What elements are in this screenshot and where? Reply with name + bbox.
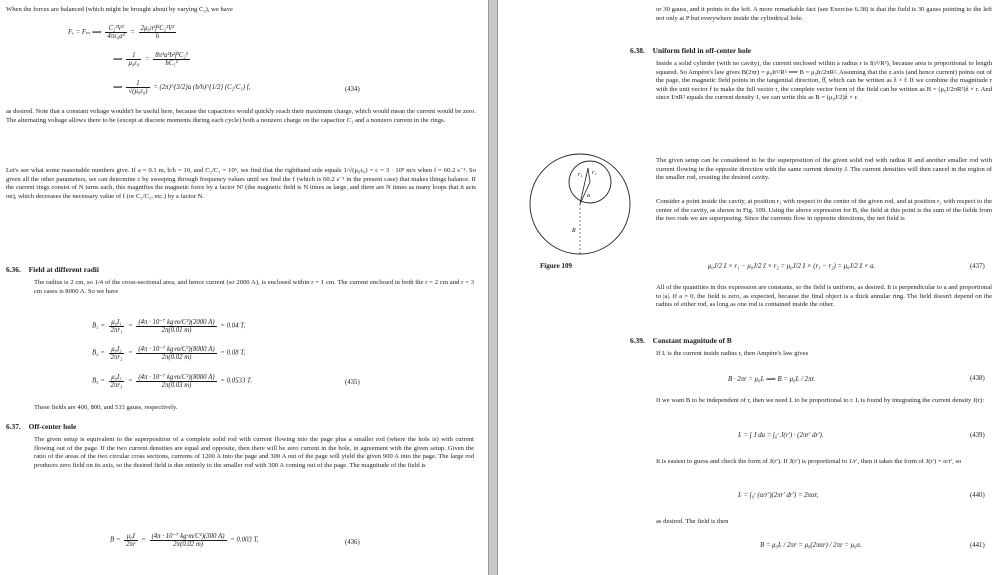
paragraph-30-gauss: or 30 gauss, and it points to the left. A more remarkable fact (see Exercise 6.38) is that the field is 30 gauss pointing to the left not only at P but everywhere inside the cylindrical hole. [656, 6, 992, 22]
eq434-line1-eq: = [130, 29, 135, 37]
eq434-line2-eq: = [144, 56, 150, 64]
vector-r2 [588, 168, 590, 182]
eq434-line2-num2: 8π³a²b²f²C₂² [155, 52, 188, 59]
b2-frac1-den: 2πr₂ [110, 353, 123, 361]
paragraph-current-inside: If Iᵣ is the current inside radius r, then Ampère's law gives [656, 350, 809, 357]
eq434-number: (434) [345, 86, 360, 93]
label-r2: r₂ [592, 170, 597, 176]
eq434-line1-den2: h [155, 33, 160, 40]
b3-frac1-den: 2πr₃ [110, 381, 123, 389]
section-number: 6.36. [6, 265, 21, 274]
eq436-frac2-num: (4π · 10⁻⁷ kg·m/C²)(300 A) [151, 533, 225, 540]
equation-438: B · 2πr = μ₀Iᵣ ⟹ B = μ₀Iᵣ / 2πr. [728, 376, 816, 383]
section-6-39-heading [630, 336, 732, 345]
eq436-frac1-num: μ₀I [124, 533, 137, 541]
b2-frac1-num: μ₀I₂ [109, 346, 125, 354]
figure-109-diagram [516, 150, 636, 258]
eq434-line2-num: 1 [126, 52, 141, 60]
intro-text: When the forces are balanced (which might be brought about by varying C₂), we have [6, 6, 233, 13]
eq436-frac1-den: 2πr [126, 540, 136, 548]
b3-result: = 0.0533 T. [220, 377, 253, 385]
equation-437: μ₀J/2 ẑ × r₁ − μ₀J/2 ẑ × r₂ = μ₀J/2 ẑ × (r₁ − r₂) = μ₀J/2 ẑ × a. [708, 263, 876, 270]
paragraph-constant-voltage: as desired. Note that a constant voltage wouldn't be useful here, because the capacitors would quickly reach their maximum charge, which would mean the current would be zero. The alternating voltage allows there to be (except at discrete moments during each cycle) both a nonzero charge on the capacitor C₁ and a nonzero current in the rings. [6, 108, 476, 124]
eq434-line2-lhs: ⟹ [113, 56, 123, 64]
b3-lhs: B₃ = [92, 377, 105, 385]
eq434-line1-num: C₂²V² [105, 25, 126, 33]
eq434-line3-lhs: ⟹ [113, 84, 123, 92]
eq435-number: (435) [345, 379, 360, 386]
paragraph-superposition-rods: The given setup can be considered to be the superposition of the given solid rod with radius R and another smaller rod with current flowing in the opposite direction with the same current density J. The current densities will then cancel in the region of the smaller rod, creating the desired cavity. [656, 157, 992, 182]
label-a: a [587, 193, 590, 199]
section-6-38-heading [630, 46, 751, 55]
b1-lhs: B₁ = [92, 322, 105, 330]
b1-frac2-den: 2π(0.01 m) [161, 327, 192, 334]
section-title: Off-center hole [28, 422, 77, 431]
equation-441: B = μ₀Iᵣ / 2πr = μ₀(2παr) / 2πr = μ₀α. [760, 542, 862, 549]
left-page[interactable]: When the forces are balanced (which might be brought about by varying C₂), we have Fₑ = Fₘ ⟹ $\frac{\text{C₂²V²}}{\text{4πε₀a²}}$ = $\frac{\text{2μ₀π²f²C₂²V²}}{h}$ ⟹ $\frac{1}{\text{μ₀ε₀}}$ = $\frac{\text{8π³a²b²f²C₂²}}{\text{hC₁²}}$ ⟹ $\frac{1}{\text{√(μ₀ε₀)}}$ = (2π)^{3/2}a (b/h)^{1/2} (C₂/C₁) f, (434) as desired. Note that a constant voltage wouldn't be useful here, because the capacitors would quickly reach their maximum charge, which would mean the current would be zero. The alternating voltage allows there to be (except at discrete moments during each cycle) both a nonzero charge on the capacitor C₁ and a nonzero current in the rings. Let's see what some reasonable numbers give. If a = 0.1 m, b/h = 10, and C₂/C₁ = 10⁶, we find that the righthand side equals 1/√(μ₀ε₀) = c = 3 · 10⁸ m/s when f = 60.2 s⁻¹. So given all the other parameters, we can determine c by sweeping through frequency values until we find the f (which is 60.2 s⁻¹ in the present case) that makes things balance. If the current rings consist of N turns each, this magnifies the magnetic force by a factor N² (the magnetic field is N times as large, and there are N times as many loops that it acts on), which decreases the necessary value of f (or C₂/C₁, etc.) by a factor N. 6.36. Field at different radii The radius is 2 cm, so 1/4 of the cross-sectional area, and hence current (so 2000 A), is enclosed within r = 1 cm. The current enclosed in both the r = 2 cm and r = 3 cm cases is 8000 A. So we have B₁ = $\frac{\text{μ₀I₁}}{\text{2πr₁}}$ = $\frac{\text{(4π · 10⁻⁷ kg·m/C²)(2000 A)}}{2\pi(0.01 m)}$ = 0.04 T, B₂ = $\frac{\text{μ₀I₂}}{\text{2πr₂}}$ = $\frac{\text{(4π · 10⁻⁷ kg·m/C²)(8000 A)}}{2\pi(0.02 m)}$ = 0.08 T, B₃ = $\frac{\text{μ₀I₃}}{\text{2πr₃}}$ = $\frac{\text{(4π · 10⁻⁷ kg·m/C²)(8000 A)}}{2\pi(0.03 m)}$ = 0.0533 T. (435) These fields are 400, 800, and 533 gauss, respectively. 6.37. Off-center hole The given setup is equivalent to the superposition of a complete solid rod with current flowing into the page plus a smaller rod (where the hole is) with current flowing out of the page. If the two current densities are equal and opposite, then there will be zero current in the hole, in agreement with the given setup. Given the ratio of the areas of the two circular cross sections, currents of 1200 A into the page and 300 A out of the page will yield the given 900 A into the page. The large rod produces zero field on its axis, so the desired field is due entirely to the smaller rod with 300 A coming out of the page. The magnitude of the field is B = $\frac{\text{μ₀I}}{2\pi r}$ = $\frac{\text{(4π · 10⁻⁷ kg·m/C²)(300 A)}}{2\pi(0.02 m)}$ = 0.003 T, (436) [0, 0, 488, 575]
paragraph-gauss: These fields are 400, 800, and 533 gauss, respectively. [34, 404, 178, 411]
paragraph-solid-cylinder: Inside a solid cylinder (with no cavity), the current enclosed within a radius r is I(r²/R²), because area is proportional to length squared. So Ampère's law gives B(2πr) = μ₀Ir²/R² ⟹ B = μ₀Ir/2πR². Assuming that the z axis (and hence current) points out of the page, the magnetic field points in the tangential direction, θ̂, which can be written as ẑ × r̂. If we combine the magnitude r with the unit vector r̂ to make the full vector r, the complete vector form of the field can be written as B = (μ₀I/2πR²)ẑ × r. And since I/πR² equals the current density J, we can write this as B = (μ₀J/2)ẑ × r. [656, 60, 992, 102]
eq438-number: (438) [970, 375, 985, 382]
section-number: 6.37. [6, 422, 21, 431]
paragraph-uniform-field: All of the quantities in this expression are constants, so the field is uniform, as desired. It is perpendicular to a and proportional to |a|. If a = 0, the field is zero, as expected, because the final object is a thick annular ring. The field doesn't depend on the radius of either rod, as long as one rod is contained inside the other. [656, 284, 992, 309]
paragraph-guess-check: It is easiest to guess and check the form of J(r′). If J(r′) is proportional to 1/r′, then it takes the form of J(r′) = α/r′, so [656, 458, 962, 465]
section-6-37-heading [6, 422, 76, 431]
section-title: Field at different radii [28, 265, 99, 274]
eq434-line3-den: √(μ₀ε₀) [128, 88, 148, 95]
section-number: 6.39. [630, 336, 645, 345]
page-gutter [488, 0, 498, 575]
eq441-number: (441) [970, 542, 985, 549]
eq436-lhs: B = [110, 536, 121, 544]
right-page[interactable] [498, 0, 1000, 575]
eq434-line3-num: 1 [126, 80, 149, 88]
b2-lhs: B₂ = [92, 349, 105, 357]
eq434-line1-num2: 2μ₀π²f²C₂²V² [140, 25, 175, 32]
section-number: 6.38. [630, 46, 645, 55]
paragraph-superposition: The given setup is equivalent to the superposition of a complete solid rod with current flowing into the page plus a smaller rod (where the hole is) with current flowing out of the page. If the two current densities are equal and opposite, then there will be zero current in the hole, in agreement with the given setup. Given the ratio of the areas of the two circular cross sections, currents of 1200 A into the page and 300 A out of the page will yield the given 900 A into the page. The large rod produces zero field on its axis, so the desired field is due entirely to the smaller rod with 300 A coming out of the page. The magnitude of the field is [34, 436, 474, 469]
paragraph-radius: The radius is 2 cm, so 1/4 of the cross-sectional area, and hence current (so 2000 A), is enclosed within r = 1 cm. The current enclosed in both the r = 2 cm and r = 3 cm cases is 8000 A. So we have [34, 279, 474, 295]
eq434-line1-lhs: Fₑ = Fₘ ⟹ [68, 29, 102, 37]
section-title: Uniform field in off-center hole [652, 46, 752, 55]
section-title: Constant magnitude of B [652, 336, 732, 345]
equation-440: Iᵣ = ∫₀ʳ (α/r′)(2πr′ dr′) = 2παr, [738, 492, 819, 499]
paragraph-independent: If we want B to be independent of r, then we need Iᵣ to be proportional to r. Iᵣ is found by integrating the current density J(r): [656, 397, 984, 404]
eq440-number: (440) [970, 492, 985, 499]
b1-result: = 0.04 T, [220, 322, 246, 330]
label-r1: r₁ [578, 172, 583, 178]
eq436-result: = 0.003 T, [230, 536, 259, 544]
b2-frac2-num: (4π · 10⁻⁷ kg·m/C²)(8000 A) [138, 346, 215, 353]
paragraph-as-desired: as desired. The field is then [656, 518, 729, 525]
b1-frac1-num: μ₀I₁ [109, 319, 125, 327]
eq439-number: (439) [970, 432, 985, 439]
b3-frac2-num: (4π · 10⁻⁷ kg·m/C²)(8000 A) [138, 374, 215, 381]
paragraph-cavity-point: Consider a point inside the cavity, at position r₁ with respect to the center of the given rod, and at position r₂ with respect to the center of the cavity, as shown in Fig. 109. Using the above expression for B, the field at this point is the sum of the fields from the two rods we are superposing. Since the currents flow in opposite directions, the net field is [656, 198, 992, 223]
label-R: R [572, 228, 576, 234]
equation-439: Iᵣ = ∫ J da = ∫₀ʳ J(r′) · (2πr′ dr′). [738, 432, 824, 439]
eq434-line2-den: μ₀ε₀ [128, 60, 140, 67]
figure-109-caption: Figure 109 [540, 262, 572, 270]
b3-frac1-num: μ₀I₃ [109, 374, 125, 382]
b2-frac2-den: 2π(0.02 m) [161, 354, 192, 361]
eq437-number: (437) [970, 263, 985, 270]
b1-frac1-den: 2πr₁ [110, 326, 123, 334]
b2-result: = 0.08 T, [220, 349, 246, 357]
eq434-line1-den: 4πε₀a² [107, 33, 125, 40]
eq434-line2-den2: hC₁² [165, 60, 178, 67]
eq436-frac2-den: 2π(0.02 m) [173, 541, 203, 548]
b1-frac2-num: (4π · 10⁻⁷ kg·m/C²)(2000 A) [138, 319, 215, 326]
b3-frac2-den: 2π(0.03 m) [161, 382, 192, 389]
eq434-line3-rhs: = (2π)^{3/2}a (b/h)^{1/2} (C₂/C₁) f, [153, 84, 251, 92]
eq436-number: (436) [345, 539, 360, 546]
section-6-36-heading [6, 265, 99, 274]
paragraph-numbers: Let's see what some reasonable numbers give. If a = 0.1 m, b/h = 10, and C₂/C₁ = 10⁶, we find that the righthand side equals 1/√(μ₀ε₀) = c = 3 · 10⁸ m/s when f = 60.2 s⁻¹. So given all the other parameters, we can determine c by sweeping through frequency values until we find the f (which is 60.2 s⁻¹ in the present case) that makes things balance. If the current rings consist of N turns each, this magnifies the magnetic force by a factor N² (the magnetic field is N times as large, and there are N times as many loops that it acts on), which decreases the necessary value of f (or C₂/C₁, etc.) by a factor N. [6, 167, 476, 200]
